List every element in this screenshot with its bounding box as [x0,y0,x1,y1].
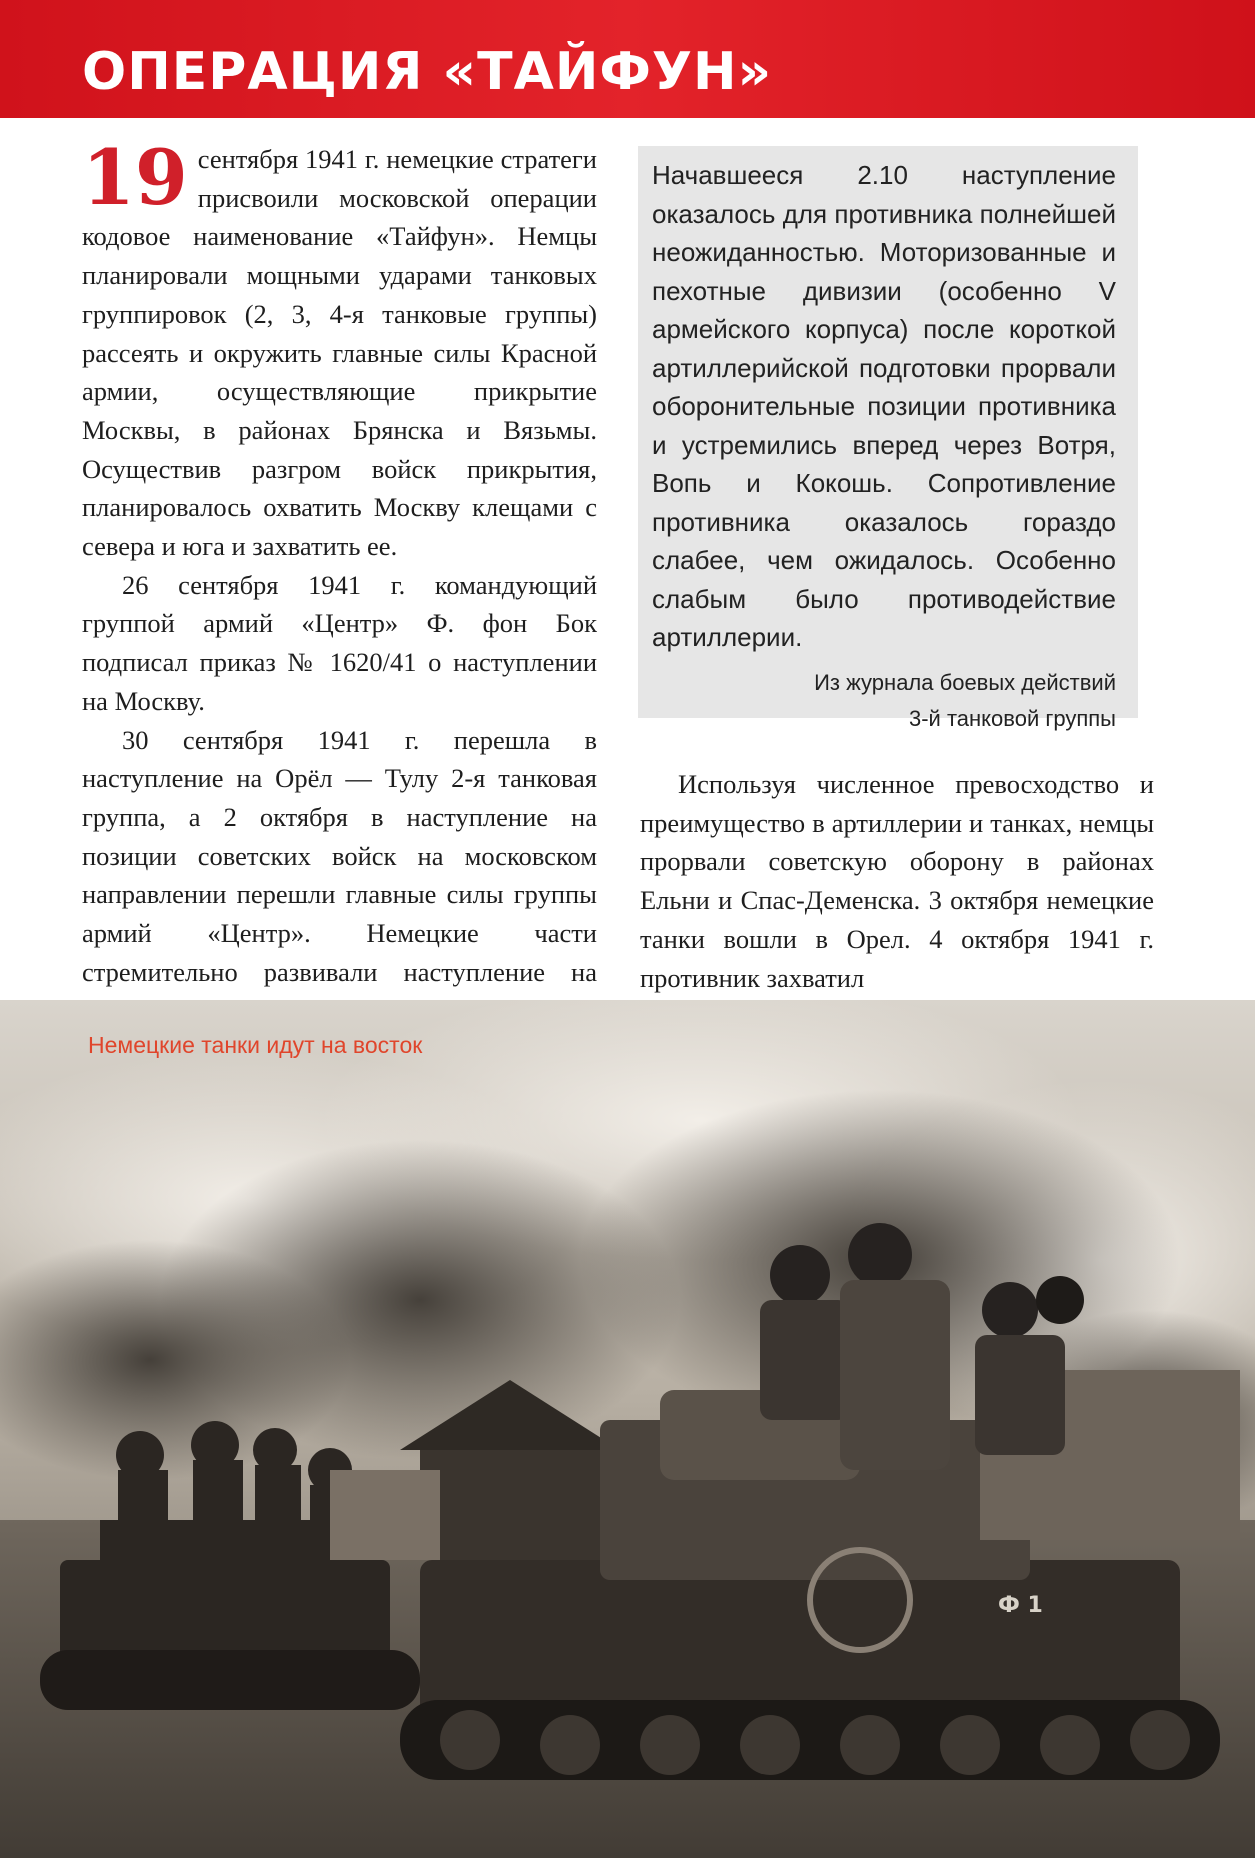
photo-illustration [0,1000,1255,1858]
quote-sidebar [638,146,1138,731]
article-paragraph: 26 сентября 1941 г. командующий группой армий «Центр» Ф. фон Бок подписал приказ № 1620/41 о наступлении на Москву. [82,569,597,716]
quote-source-line: 3-й танковой группы [908,705,1116,731]
page-title: ОПЕРАЦИЯ «ТАЙФУН» [82,42,773,102]
quote-source [652,665,1116,737]
article-paragraph [82,133,597,566]
drop-cap: 19 [82,133,188,222]
quote-source-line: Из журнала боевых действий [814,669,1116,695]
quote-text: Начавшееся 2.10 наступление оказалось для противника полнейшей неожиданностью. Моторизованные и пехотные дивизии (особенно V армейского корпуса) после короткой артиллерийской подготовки прорвали оборонительные позиции противника и устремились вперед через Вотря, Вопь и Кокошь. Сопротивление противника оказалось гораздо слабее, чем ожидалось. Особенно слабым было противодействие артиллерии. [652,160,1116,652]
article-paragraph: 30 сентября 1941 г. перешла в наступление на Орёл — Тулу 2-я танковая группа, а 2 октября в наступление на позиции советских войск на московском направлении перешли главные силы группы армий «Центр». Немецкие части стремительно развивали наступление на [82,724,597,987]
article-right-column [640,765,1154,997]
article-left-column [82,133,597,1030]
photo-caption: Немецкие танки идут на восток [88,1032,423,1058]
title-banner [0,0,1255,118]
turret-marking: Ф 1 [998,1593,1043,1618]
tanks-photo [0,1000,1255,1858]
paragraph-text: сентября 1941 г. немецкие стратеги присвоили московской операции кодовое наименование «Тайфун». Немцы планировали мощными ударами танковых группировок (2, 3, 4-я танковые группы) рассеять и окружить главные силы Красной армии, осуществляющие прикрытие Москвы, в районах Брянска и Вязьмы. Осуществив разгром войск прикрытия, планировалось охватить Москву клещами с севера и юга и захватить ее. [82,144,597,562]
article-paragraph: Используя численное превосходство и преимущество в артиллерии и танках, немцы прорвали советскую оборону в районах Ельни и Спас-Деменска. 3 октября немецкие танки вошли в Орел. 4 октября 1941 г. противник захватил [640,769,1154,993]
